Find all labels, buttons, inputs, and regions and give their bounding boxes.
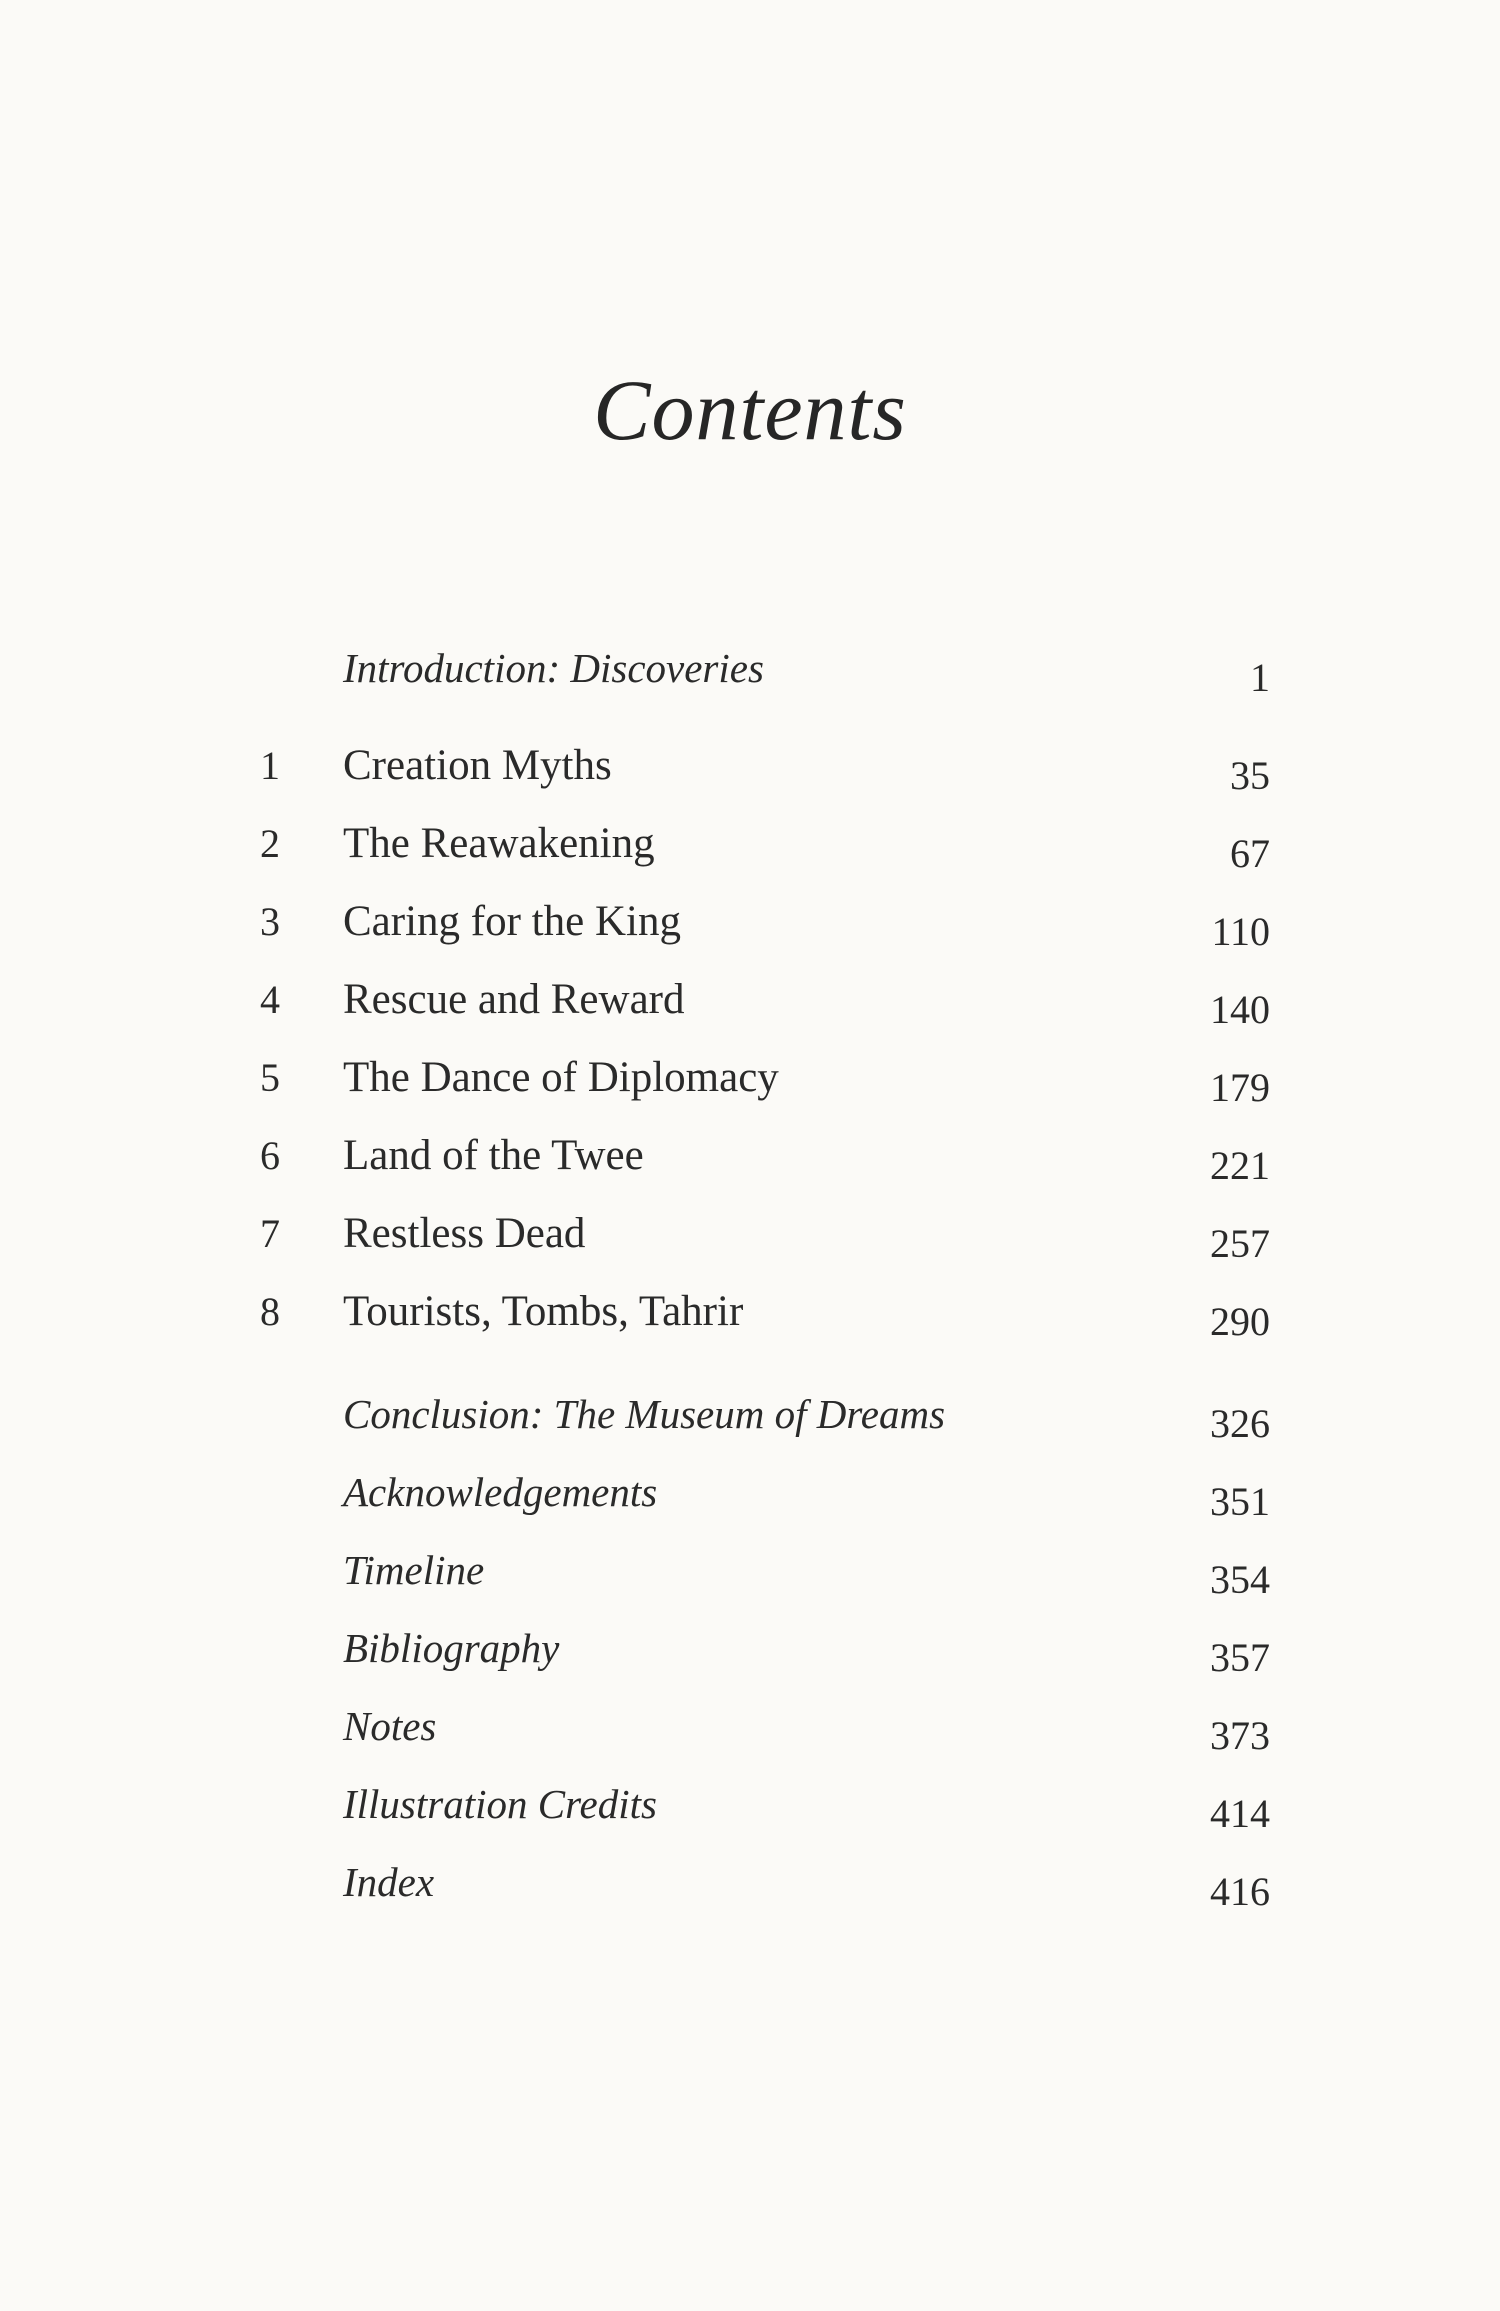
chapter-number: 6	[260, 1133, 280, 1178]
toc-entry-label: The Reawakening	[343, 820, 655, 867]
toc-entry-label: Creation Myths	[343, 742, 612, 789]
toc-entry-introduction[interactable]	[0, 638, 1500, 698]
toc-entry-notes[interactable]	[0, 1696, 1500, 1756]
toc-entry-page: 257	[1210, 1221, 1270, 1266]
toc-entry-page: 354	[1210, 1557, 1270, 1602]
toc-entry-conclusion[interactable]	[0, 1384, 1500, 1444]
toc-entry-page: 416	[1210, 1869, 1270, 1914]
toc-entry-label: Caring for the King	[343, 898, 681, 945]
toc-entry-page: 179	[1210, 1065, 1270, 1110]
toc-entry-chapter-1[interactable]	[0, 736, 1500, 796]
toc-entry-label: The Dance of Diplomacy	[343, 1054, 779, 1101]
toc-entry-label: Notes	[343, 1703, 437, 1749]
toc-entry-page: 373	[1210, 1713, 1270, 1758]
toc-entry-acknowledgements[interactable]	[0, 1462, 1500, 1522]
toc-entry-page: 414	[1210, 1791, 1270, 1836]
page-title: Contents	[593, 362, 907, 458]
toc-entry-index[interactable]	[0, 1852, 1500, 1912]
toc-entry-label: Bibliography	[343, 1625, 560, 1671]
toc-entry-page: 67	[1230, 831, 1270, 876]
chapter-number: 3	[260, 899, 280, 944]
toc-entry-illustration-credits[interactable]	[0, 1774, 1500, 1834]
chapter-number: 7	[260, 1211, 280, 1256]
toc-entry-label: Illustration Credits	[343, 1781, 657, 1827]
toc-entry-label: Rescue and Reward	[343, 976, 685, 1023]
toc-entry-timeline[interactable]	[0, 1540, 1500, 1600]
toc-entry-label: Index	[343, 1859, 435, 1905]
chapter-number: 2	[260, 821, 280, 866]
toc-entry-page: 35	[1230, 753, 1270, 798]
toc-entry-page: 140	[1210, 987, 1270, 1032]
chapter-number: 4	[260, 977, 280, 1022]
toc-entry-label: Introduction: Discoveries	[343, 645, 764, 691]
toc-entry-label: Restless Dead	[343, 1210, 586, 1257]
toc-entry-page: 110	[1211, 909, 1270, 954]
toc-entry-page: 357	[1210, 1635, 1270, 1680]
toc-entry-chapter-8[interactable]	[0, 1282, 1500, 1342]
toc-entry-chapter-6[interactable]	[0, 1126, 1500, 1186]
toc-entry-page: 351	[1210, 1479, 1270, 1524]
toc-entry-label: Land of the Twee	[343, 1132, 644, 1179]
toc-entry-label: Acknowledgements	[343, 1469, 658, 1515]
toc-entry-label: Tourists, Tombs, Tahrir	[343, 1288, 744, 1335]
toc-entry-chapter-2[interactable]	[0, 814, 1500, 874]
toc-entry-chapter-7[interactable]	[0, 1204, 1500, 1264]
chapter-number: 5	[260, 1055, 280, 1100]
toc-entry-label: Timeline	[343, 1547, 485, 1593]
chapter-number: 1	[260, 743, 280, 788]
toc-entry-page: 290	[1210, 1299, 1270, 1344]
toc-entry-page: 326	[1210, 1401, 1270, 1446]
toc-entry-page: 1	[1250, 655, 1270, 700]
chapter-number: 8	[260, 1289, 280, 1334]
toc-entry-page: 221	[1210, 1143, 1270, 1188]
toc-entry-chapter-5[interactable]	[0, 1048, 1500, 1108]
toc-entry-label: Conclusion: The Museum of Dreams	[343, 1391, 946, 1437]
toc-entry-chapter-4[interactable]	[0, 970, 1500, 1030]
toc-entry-bibliography[interactable]	[0, 1618, 1500, 1678]
toc-entry-chapter-3[interactable]	[0, 892, 1500, 952]
